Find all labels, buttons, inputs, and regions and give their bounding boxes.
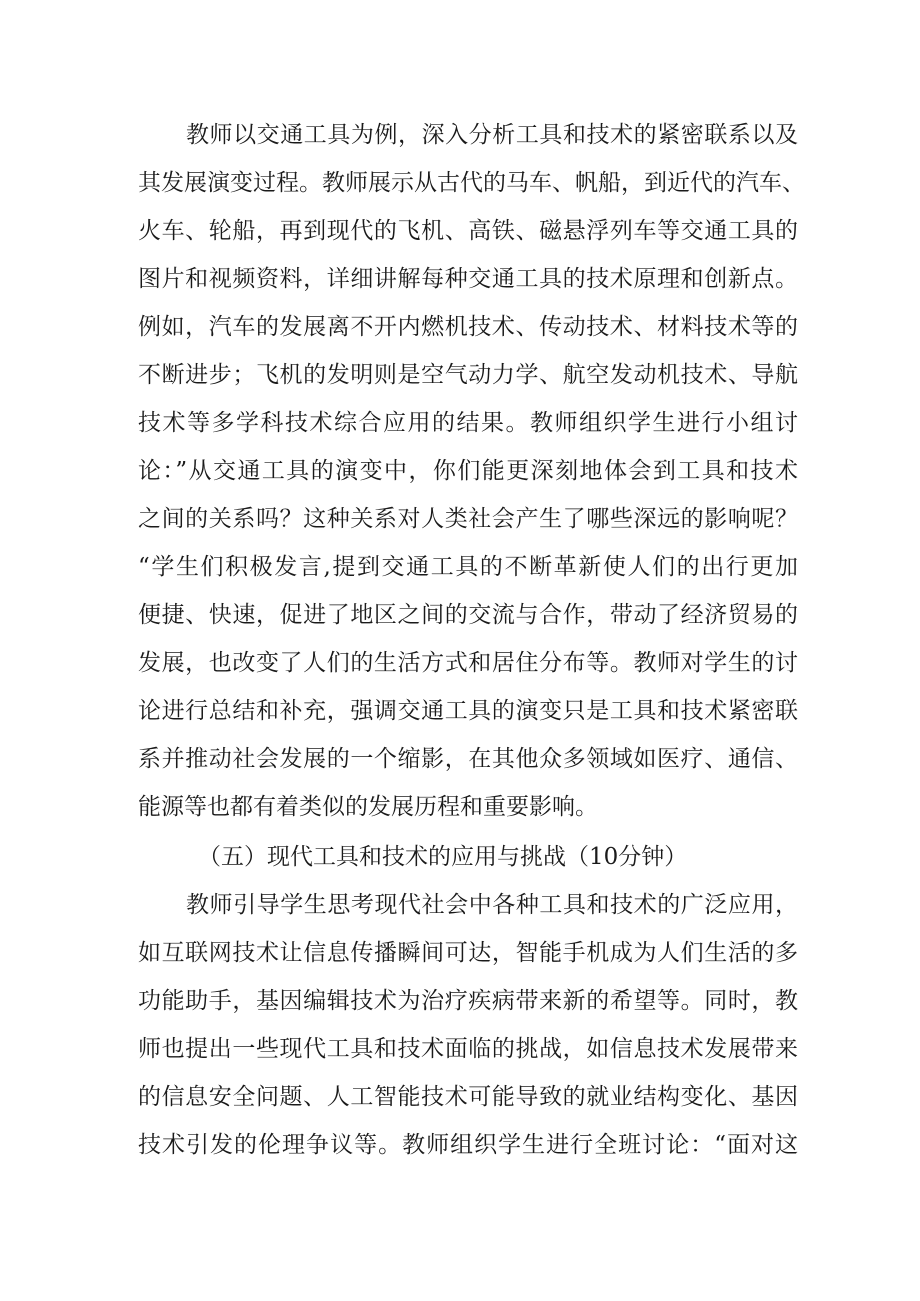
paragraph-1-line-7: 技术等多学科技术综合应用的结果。教师组织学生进行小组讨 — [138, 410, 798, 436]
paragraph-1-line-4: 图片和视频资料，详细讲解每种交通工具的技术原理和创新点。 — [138, 266, 798, 292]
paragraph-1-line-13: 论进行总结和补充，强调交通工具的演变只是工具和技术紧密联 — [138, 698, 798, 724]
paragraph-1-line-8: 论：”从交通工具的演变中，你们能更深刻地体会到工具和技术 — [138, 458, 798, 484]
paragraph-1-line-10: “学生们积极发言,提到交通工具的不断革新使人们的出行更加 — [138, 554, 798, 580]
paragraph-2-line-1: 教师引导学生思考现代社会中各种工具和技术的广泛应用， — [186, 892, 798, 918]
paragraph-2-line-2: 如互联网技术让信息传播瞬间可达，智能手机成为人们生活的多 — [138, 940, 798, 966]
paragraph-1-line-6: 不断进步；飞机的发明则是空气动力学、航空发动机技术、导航 — [138, 362, 798, 388]
paragraph-1-line-2: 其发展演变过程。教师展示从古代的马车、帆船，到近代的汽车、 — [138, 170, 805, 196]
paragraph-1-line-3: 火车、轮船，再到现代的飞机、高铁、磁悬浮列车等交通工具的 — [138, 218, 798, 244]
paragraph-1-line-1: 教师以交通工具为例，深入分析工具和技术的紧密联系以及 — [186, 122, 798, 148]
paragraph-1-line-9: 之间的关系吗？这种关系对人类社会产生了哪些深远的影响呢？ — [138, 506, 798, 532]
paragraph-2-line-4: 师也提出一些现代工具和技术面临的挑战，如信息技术发展带来 — [138, 1036, 798, 1062]
section-heading: （五）现代工具和技术的应用与挑战（10分钟） — [198, 844, 688, 870]
paragraph-2-line-6: 技术引发的伦理争议等。教师组织学生进行全班讨论：“面对这 — [138, 1132, 798, 1158]
paragraph-1-line-12: 发展，也改变了人们的生活方式和居住分布等。教师对学生的讨 — [138, 650, 798, 676]
paragraph-2-line-5: 的信息安全问题、人工智能技术可能导致的就业结构变化、基因 — [138, 1084, 798, 1110]
paragraph-1-line-15: 能源等也都有着类似的发展历程和重要影响。 — [138, 794, 598, 820]
paragraph-1-line-5: 例如，汽车的发展离不开内燃机技术、传动技术、材料技术等的 — [138, 314, 798, 340]
paragraph-2-line-3: 功能助手，基因编辑技术为治疗疾病带来新的希望等。同时，教 — [138, 988, 798, 1014]
paragraph-1-line-11: 便捷、快速，促进了地区之间的交流与合作，带动了经济贸易的 — [138, 602, 798, 628]
paragraph-1-line-14: 系并推动社会发展的一个缩影，在其他众多领域如医疗、通信、 — [138, 746, 798, 772]
